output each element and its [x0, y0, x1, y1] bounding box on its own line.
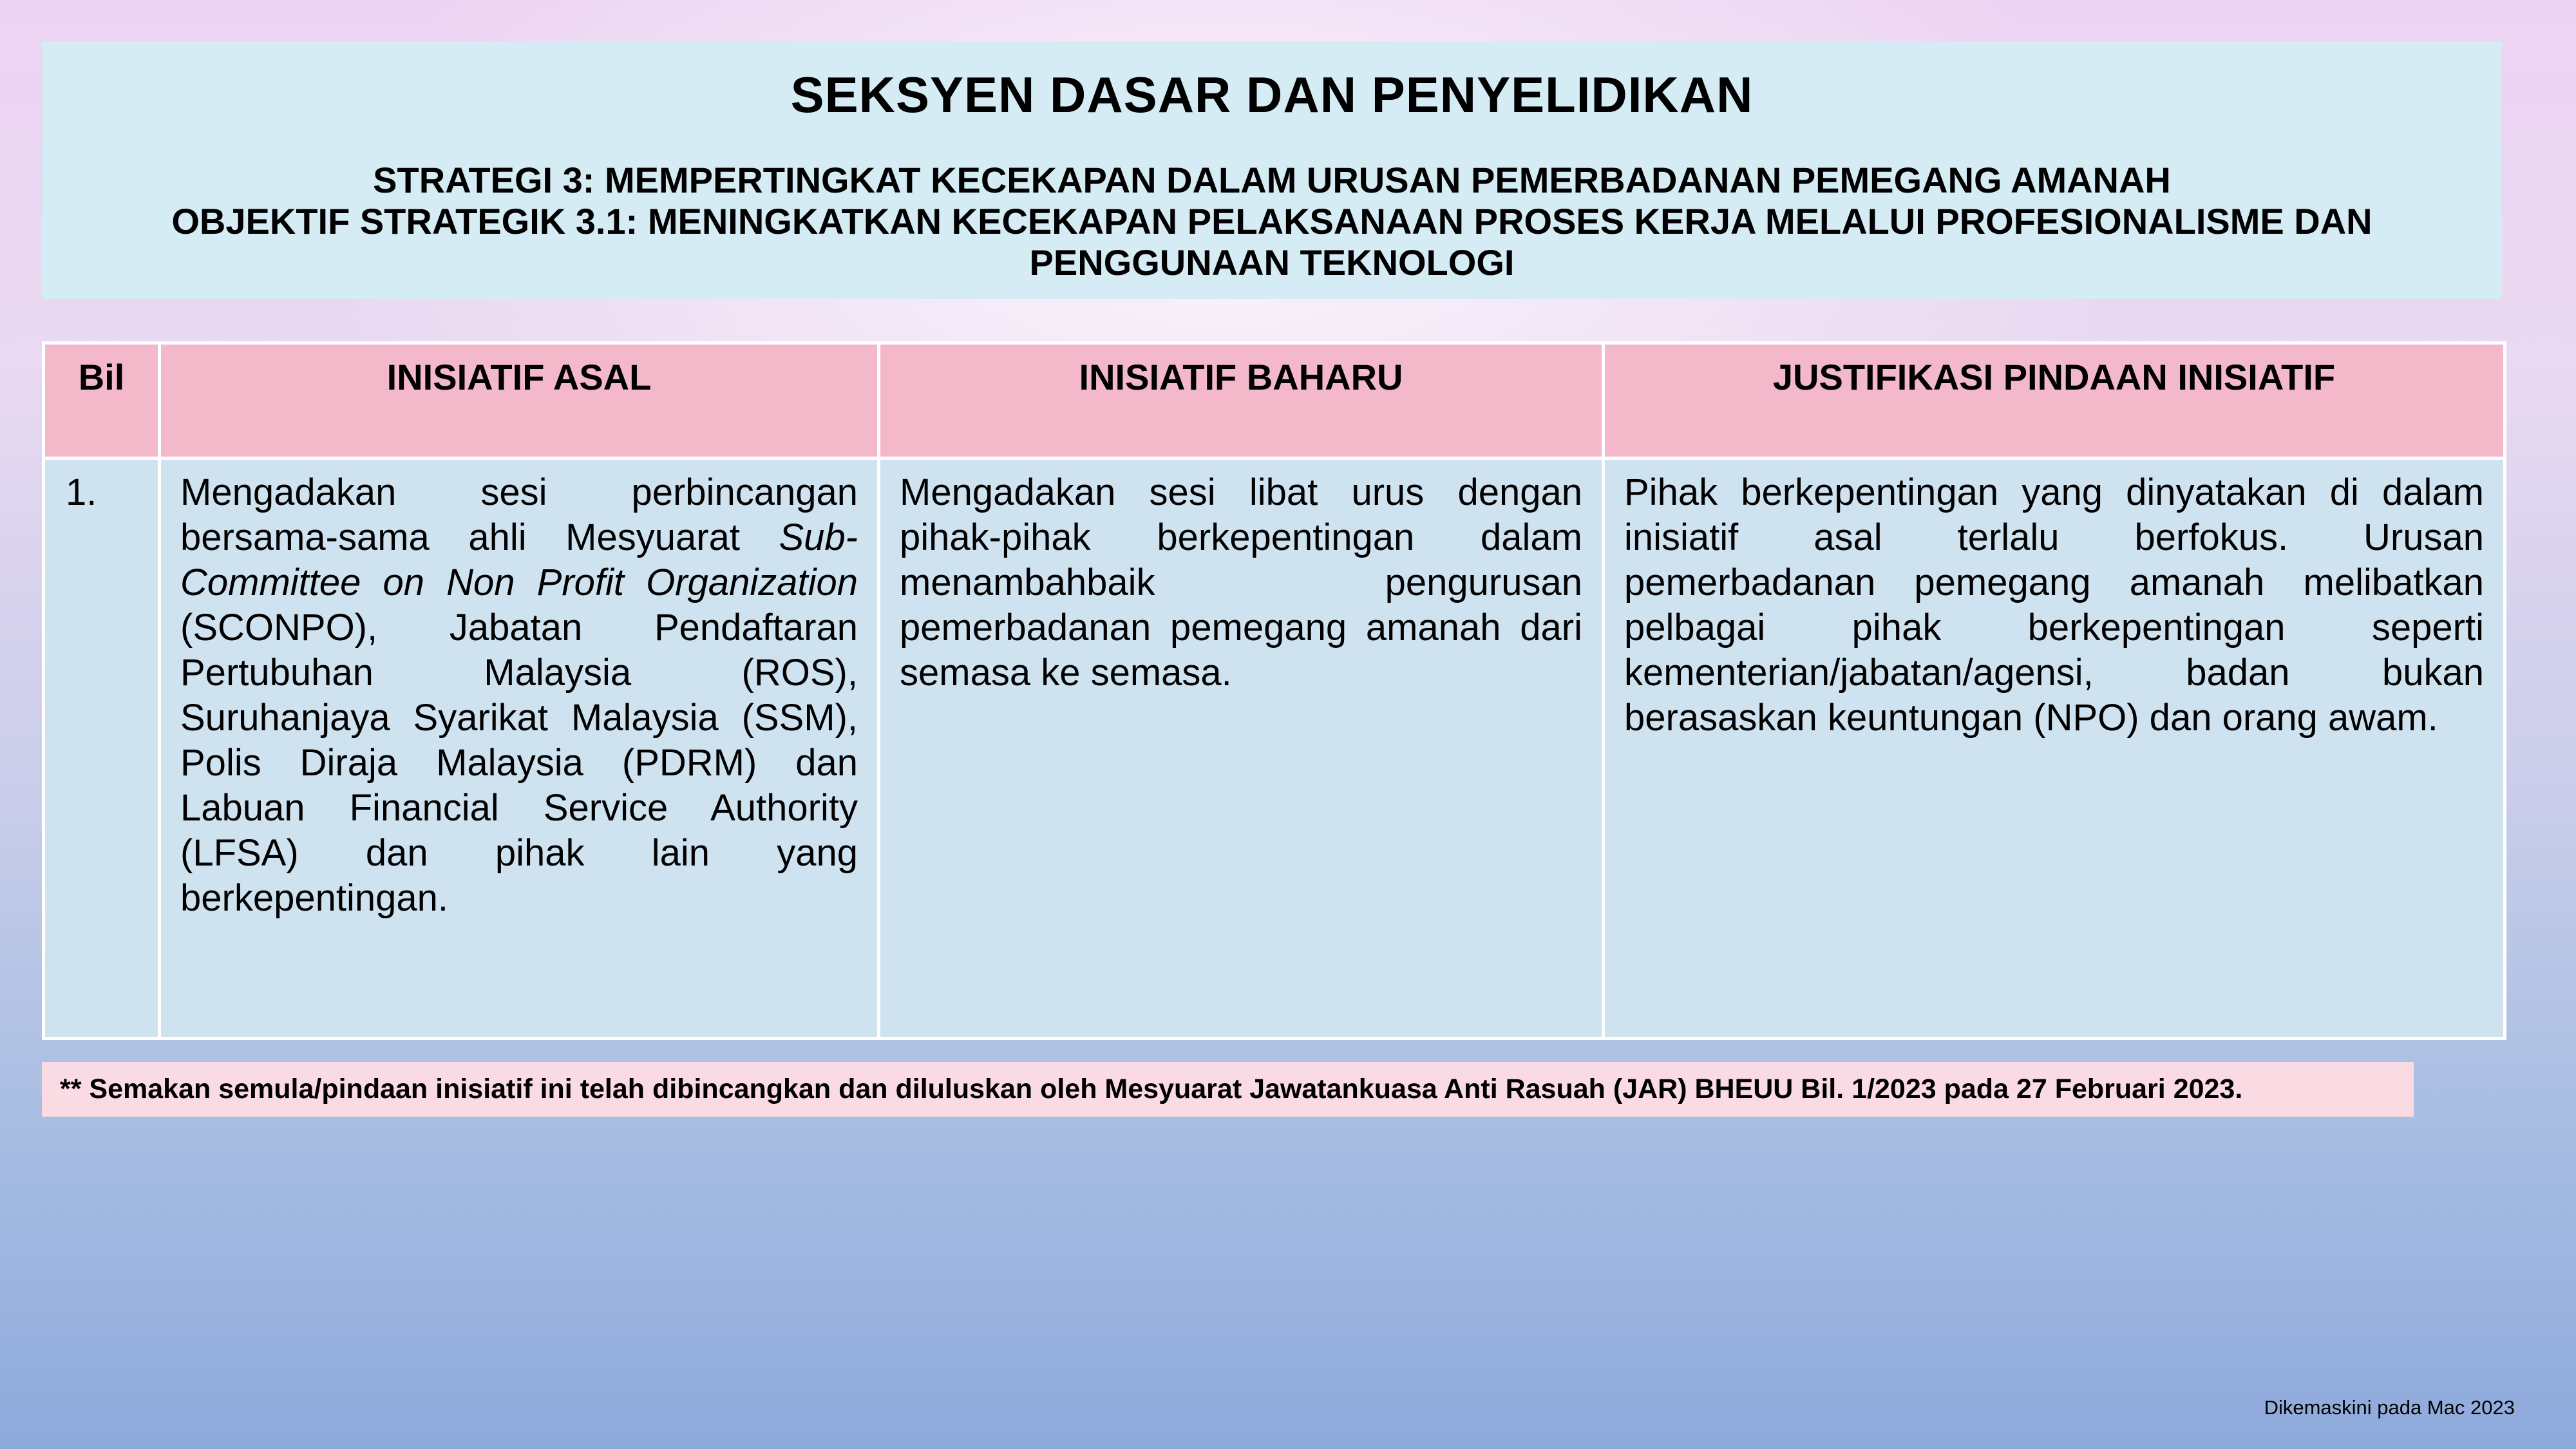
strategy-heading: STRATEGI 3: MEMPERTINGKAT KECEKAPAN DALAM URUSAN PEMERBADANAN PEMEGANG AMANAH [373, 160, 2171, 200]
strategy-block [42, 160, 2502, 283]
updated-date-footer: Dikemaskini pada Mac 2023 [2264, 1396, 2515, 1419]
column-header-bil: Bil [44, 343, 160, 459]
asal-text-part2: (SCONPO), Jabatan Pendaftaran Pertubuhan Malaysia (ROS), Suruhanjaya Syarikat Malaysia (SSM), Polis Diraja Malaysia (PDRM) dan Labuan Financial Service Authority (LFSA) dan pihak lain yang berkepentingan. [180, 607, 858, 919]
asal-text-part1: Mengadakan sesi perbincangan bersama-sama ahli Mesyuarat [180, 471, 858, 558]
cell-justifikasi: Pihak berkepentingan yang dinyatakan di dalam inisiatif asal terlalu berfokus. Urusan pemerbadanan pemegang amanah melibatkan pelbagai pihak berkepentingan seperti kementerian/jabatan/agensi, badan bukan berasaskan keuntungan (NPO) dan orang awam. [1604, 459, 2505, 1039]
objective-heading-line1: OBJEKTIF STRATEGIK 3.1: MENINGKATKAN KECEKAPAN PELAKSANAAN PROSES KERJA MELALUI PROFESIONALISME DAN [171, 201, 2372, 242]
table-header-row [44, 343, 2505, 459]
column-header-inisiatif-asal: INISIATIF ASAL [160, 343, 879, 459]
table-row [44, 459, 2505, 1039]
asal-text-italic: Sub-Committee on Non Profit Organization [180, 516, 858, 603]
approval-note: ** Semakan semula/pindaan inisiatif ini telah dibincangkan dan diluluskan oleh Mesyuarat Jawatankuasa Anti Rasuah (JAR) BHEUU Bil. 1/2023 pada 27 Februari 2023. [42, 1062, 2414, 1117]
initiative-table [42, 341, 2506, 1040]
column-header-justifikasi: JUSTIFIKASI PINDAAN INISIATIF [1604, 343, 2505, 459]
page-title: SEKSYEN DASAR DAN PENYELIDIKAN [790, 66, 1754, 123]
header-banner [42, 41, 2502, 299]
cell-bil: 1. [44, 459, 160, 1039]
cell-inisiatif-baharu: Mengadakan sesi libat urus dengan pihak-pihak berkepentingan dalam menambahbaik pengurusan pemerbadanan pemegang amanah dari semasa ke semasa. [879, 459, 1604, 1039]
column-header-inisiatif-baharu: INISIATIF BAHARU [879, 343, 1604, 459]
cell-inisiatif-asal [160, 459, 879, 1039]
objective-heading-line2: PENGGUNAAN TEKNOLOGI [1029, 242, 1515, 283]
